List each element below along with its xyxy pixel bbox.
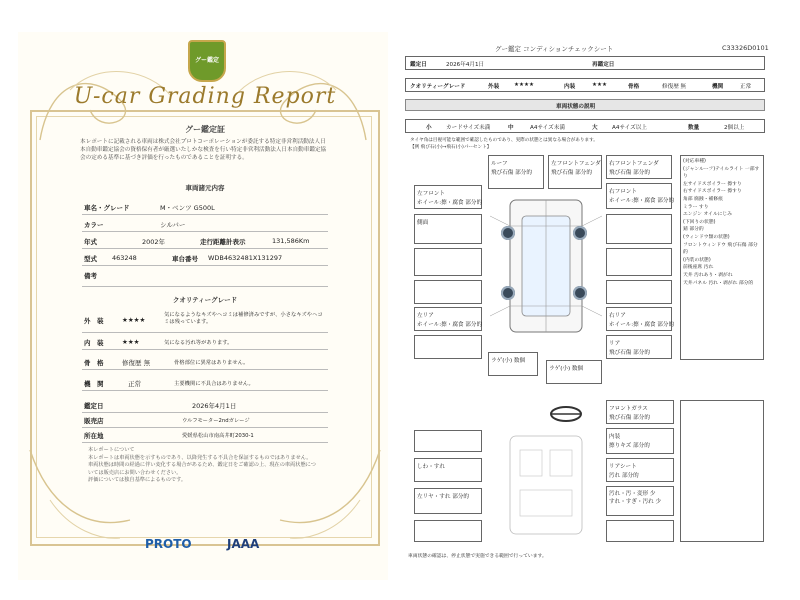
row-interior: 内 装 ★★★ 気になる汚れ等があります。 — [82, 335, 328, 350]
side-note-line: (下回りの状態) — [683, 219, 716, 225]
box-left-empty-3 — [414, 335, 482, 359]
side-note-line: (内装の状態) — [683, 257, 711, 263]
wheel-rear-right-icon — [573, 286, 587, 300]
wheel-rear-left-icon — [501, 286, 515, 300]
sheet-quality-row: クオリティーグレード 外装 ★★★★ 内装 ★★★ 骨格 修復歴 無 機関 正常 — [405, 78, 765, 92]
row-address: 所在地 愛媛県松山市南高井町2030-1 — [82, 428, 328, 443]
box-int-empty-1 — [414, 430, 482, 452]
side-note-line: 天井パネル 汚れ・剥がれ 部分的 — [683, 280, 754, 286]
side-note-line: 天井 汚れあり・剥がれ — [683, 272, 733, 278]
box-front-wind: フロントガラス 飛び石傷 部分的 — [606, 400, 674, 424]
side-note-line: (対応車種) — [683, 159, 706, 164]
row-name: 車名・グレード M・ベンツ G500L — [82, 200, 328, 215]
box-right-empty-2 — [606, 248, 672, 276]
certificate-intro: 本レポートに記載される車両は株式会社プロトコーポレーションが委託する特定非営利活動法人日本自動車鑑定協会の資格保有者が厳選いたしかな検査を行い特定非営利活動法人日本自動車鑑定協会の定める基準に基づき評価を行ったものであることを証明する。 — [80, 139, 327, 161]
side-note-line: 角部 腐蝕・補修痕 — [683, 196, 723, 202]
side-note-line: 右サイドスポイラー 擦すり — [683, 189, 742, 195]
section-quality: クオリティーグレード — [172, 296, 238, 304]
side-note-line: フロントウィンドウ 飛び石傷 部分的 — [683, 242, 758, 256]
box-int-empty-2 — [414, 520, 482, 542]
wheel-front-left-icon — [501, 226, 515, 240]
tire-note-2: 【例 飛び石(小)→飛石(小)パーセント】 — [410, 145, 492, 150]
row-engine: 機 関 正常 主要機関に不具合はありません。 — [82, 376, 328, 391]
footer-logos — [145, 537, 345, 553]
side-note-line: ミラー すり — [683, 204, 709, 210]
box-interior-notes — [680, 400, 764, 542]
row-color: カラー シルバー — [82, 217, 328, 232]
jaaa-logo: JAAA — [227, 537, 260, 551]
box-side-notes — [680, 155, 764, 360]
box-rear-small-right: ラゲ(小) 数個 — [546, 360, 602, 384]
steering-wheel-icon — [548, 404, 584, 424]
size-legend-row: 小 カードサイズ未満 中 A4サイズ未満 大 A4サイズ以上 数量 2個以上 — [405, 119, 765, 133]
box-empty-bottom-right — [606, 520, 674, 542]
proto-logo: PROTO — [145, 537, 192, 551]
side-note-line: 左サイドスポイラー 擦すり — [683, 181, 742, 187]
car-interior-diagram — [490, 430, 602, 540]
box-left-empty-1 — [414, 248, 482, 276]
row-model: 型式 463248 車台番号 WDB4632481X131297 — [82, 251, 328, 266]
box-roof: ルーフ 飛び石傷 部分的 — [488, 155, 544, 189]
side-note-line: (ウィンドウ類の状態) — [683, 234, 730, 240]
tire-note-1: タイヤ角は目視可能な範囲で確認したものであり、実際の状態とは異なる場合があります。 — [410, 138, 598, 143]
sheet-footer: 車両状態の確認は、停止状態で実施できる範囲で行っています。 — [408, 554, 547, 559]
box-rear-seat: リアシート 汚れ 部分的 — [606, 458, 674, 482]
box-left-empty-2 — [414, 280, 482, 304]
row-shop: 販売店 ウルフモーター2ndガレージ — [82, 413, 328, 428]
side-note-line: 錆 部分的 — [683, 227, 704, 233]
box-rear-left-wheel: 左リア ホイール:擦・腐食 部分的 — [414, 307, 482, 331]
box-int-label: しわ・すれ — [414, 458, 482, 482]
section-vehicle: 車両諸元内容 — [185, 184, 225, 192]
side-note-line: エンジン オイルにじみ — [683, 212, 733, 218]
box-left-rear-seat: 左リヤ・すれ 部分的 — [414, 488, 482, 514]
sheet-date-row: 鑑定日 2026年4月1日 再鑑定日 — [405, 56, 765, 70]
car-top-view-diagram — [490, 196, 602, 336]
box-right-empty-1 — [606, 214, 672, 244]
box-rear-small-left: ラゲ(小) 数個 — [488, 352, 538, 376]
sheet-title: グー鑑定 コンディションチェックシート — [495, 45, 614, 53]
row-year: 年式 2002年 走行距離計表示 131,586Km — [82, 234, 328, 249]
row-remarks: 備考 — [82, 268, 328, 287]
box-left-side: 側面 — [414, 214, 482, 244]
wheel-front-right-icon — [573, 226, 587, 240]
section-condition-header: 車両状態の説明 — [405, 99, 765, 111]
box-rear-right-wheel: 右リア ホイール:擦・腐食 部分的 — [606, 307, 672, 331]
box-rear: リア 飛び石傷 部分的 — [606, 335, 672, 359]
box-front-left-wheel: 左フロント ホイール:擦・腐食 部分的 — [414, 185, 482, 209]
box-fr-fender: 右フロントフェンダ 飛び石傷 部分的 — [606, 155, 672, 179]
certificate-title: U-car Grading Report — [73, 84, 337, 109]
certificate-notes: 本レポートについて 本レポートは車両状態を示すものであり、以降発生する不具合を保証するものではありません。 車両状態は時間の経過に伴い変化する場合があるため、鑑定日をご確認の上、現在の車両状態については販売店にお問い合わせください。 評価については独自基準によるものです。 — [88, 447, 316, 483]
goo-emblem-icon: グー鑑定 — [188, 40, 226, 82]
box-misc: 汚れ・汚・変形 少 すれ・すぎ・汚れ 少 — [606, 486, 674, 516]
box-right-empty-3 — [606, 280, 672, 304]
sheet-code: C33326D0101 — [722, 44, 769, 52]
certificate-subtitle: グー鑑定証 — [185, 125, 225, 134]
box-fl-fender: 左フロントフェンダ 飛び石傷 部分的 — [548, 155, 602, 189]
row-exterior: 外 装 ★★★★ 気になるようなキズやヘコミは補修済みですが、小さなキズやヘコミは残っています。 — [82, 310, 328, 333]
box-front-right-wheel: 右フロント ホイール:擦・腐食 部分的 — [606, 183, 672, 209]
box-int-headline: 内装 擦りキズ 部分的 — [606, 428, 674, 454]
row-date: 鑑定日 2026年4月1日 — [82, 398, 328, 413]
row-frame: 骨 格 修復歴 無 骨格部位に異常はありません。 — [82, 355, 328, 370]
side-note-line: 前後座席 汚れ — [683, 265, 714, 271]
side-note-line: (ジャンルーフ)テイルライト 一部すり — [683, 166, 760, 180]
